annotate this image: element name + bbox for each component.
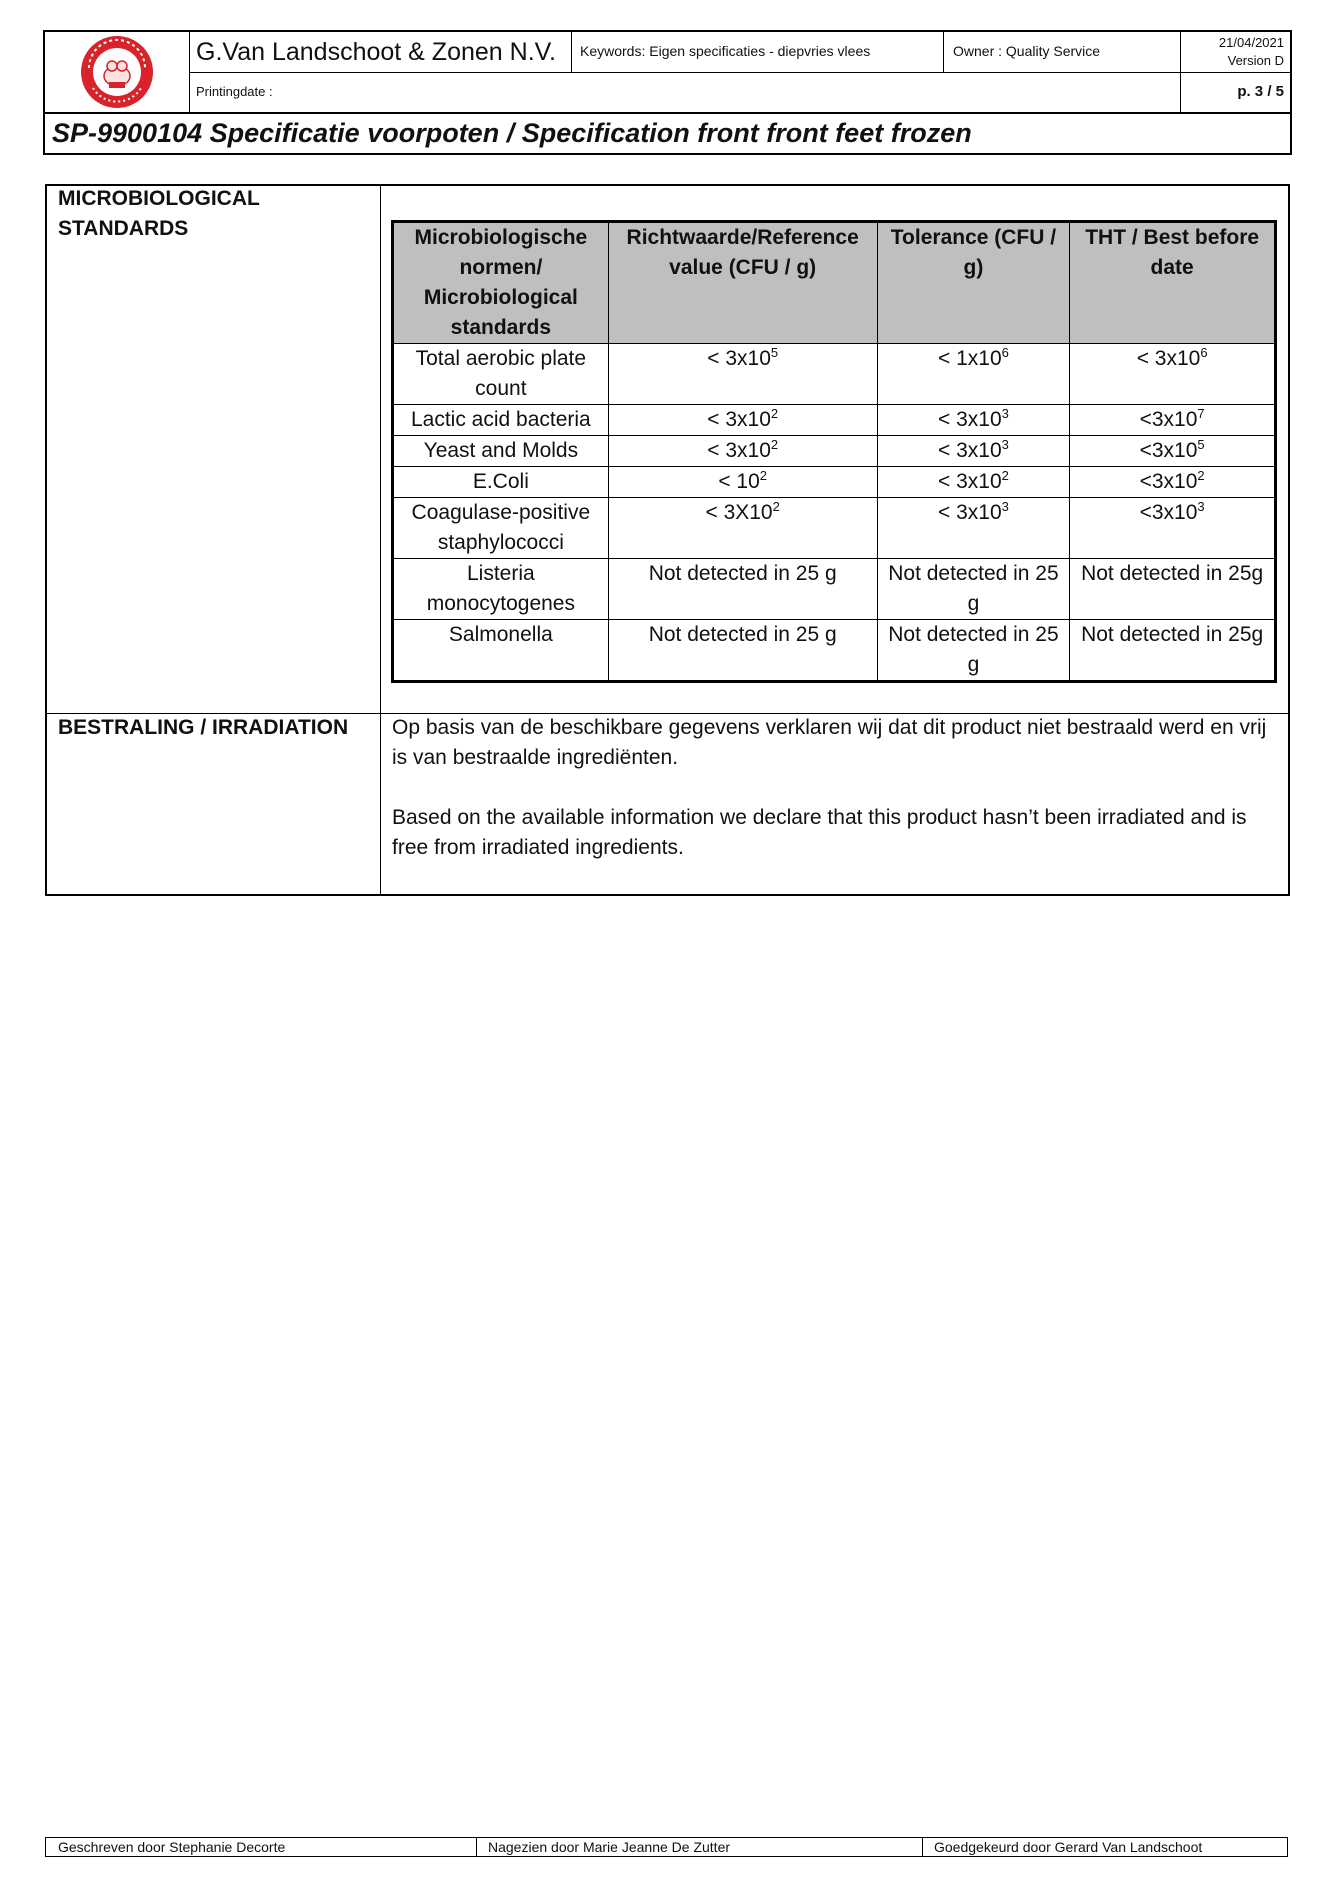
document-footer	[45, 1837, 1288, 1857]
company-name: G.Van Landschoot & Zonen N.V.	[196, 38, 556, 66]
value-base: Not detected in 25 g	[648, 562, 837, 585]
value-exponent: 2	[770, 437, 779, 452]
value-exponent: 2	[1001, 468, 1009, 483]
header-best-before: THT / Best before date	[1070, 222, 1276, 344]
value-base: < 3x10	[707, 408, 771, 431]
keywords: Keywords: Eigen specificaties - diepvries vlees	[580, 43, 871, 59]
value-exponent: 6	[1001, 345, 1009, 360]
table-row	[393, 498, 1276, 559]
irradiation-text-en: Based on the available information we declare that this product hasn’t been irradiated and is free from irradiated ingredients.	[392, 806, 1247, 859]
table-row	[393, 405, 1276, 436]
value-exponent: 5	[770, 345, 779, 360]
row-ref-value	[608, 467, 877, 498]
document-version: Version D	[1227, 53, 1284, 68]
value-base: Not detected in 25g	[1081, 562, 1264, 585]
row-tht-value	[1070, 467, 1276, 498]
value-base: <3x10	[1139, 501, 1198, 524]
row-tol-value	[877, 620, 1070, 682]
footer-written-by: Geschreven door Stephanie Decorte	[58, 1839, 286, 1855]
header-reference: Richtwaarde/Reference value (CFU / g)	[608, 222, 877, 344]
value-base: Not detected in 25 g	[648, 623, 837, 646]
row-tht-value	[1070, 344, 1276, 405]
document-header	[43, 30, 1292, 114]
value-base: < 3x10	[938, 408, 1002, 431]
row-standard-name: Yeast and Molds	[393, 436, 609, 467]
date-version	[1181, 32, 1290, 72]
value-base: <3x10	[1139, 408, 1198, 431]
row-ref-value	[608, 436, 877, 467]
microbiological-standards-table	[391, 220, 1277, 683]
value-base: < 3x10	[1136, 347, 1201, 370]
value-exponent: 2	[772, 499, 780, 514]
value-base: Not detected in 25g	[1081, 623, 1264, 646]
value-exponent: 3	[1001, 499, 1009, 514]
row-standard-name: Listeria monocytogenes	[393, 559, 609, 620]
document-date: 21/04/2021	[1218, 35, 1284, 50]
row-standard-name: Lactic acid bacteria	[393, 405, 609, 436]
row-tht-value	[1070, 498, 1276, 559]
owner: Owner : Quality Service	[953, 43, 1101, 59]
value-base: <3x10	[1139, 470, 1198, 493]
micro-label-line1: MICROBIOLOGICAL	[58, 187, 260, 210]
value-exponent: 2	[759, 468, 768, 483]
value-base: Not detected in 25 g	[888, 562, 1059, 615]
row-tht-value	[1070, 405, 1276, 436]
row-tol-value	[877, 405, 1070, 436]
value-exponent: 3	[1001, 406, 1009, 421]
value-base: < 3x10	[938, 470, 1002, 493]
footer-reviewed-by: Nagezien door Marie Jeanne De Zutter	[488, 1839, 731, 1855]
value-exponent: 3	[1001, 437, 1009, 452]
g-van-landschoot-logo-icon	[79, 34, 155, 110]
row-ref-value	[608, 559, 877, 620]
value-base: < 3X10	[705, 501, 773, 524]
value-exponent: 6	[1200, 345, 1208, 360]
footer-approved-by: Goedgekeurd door Gerard Van Landschoot	[934, 1839, 1203, 1855]
row-tht-value	[1070, 620, 1276, 682]
printing-date: Printingdate :	[196, 84, 273, 99]
irradiation-section-label: BESTRALING / IRRADIATION	[58, 716, 349, 739]
value-exponent: 5	[1197, 437, 1205, 452]
logo-cell	[45, 32, 189, 112]
row-tol-value	[877, 344, 1070, 405]
table-row	[393, 559, 1276, 620]
value-base: < 3x10	[707, 347, 771, 370]
value-exponent: 7	[1197, 406, 1205, 421]
row-tht-value	[1070, 436, 1276, 467]
value-base: < 3x10	[707, 439, 771, 462]
value-base: <3x10	[1139, 439, 1198, 462]
header-standard: Microbiologische normen/ Microbiological standards	[393, 222, 609, 344]
value-base: Not detected in 25 g	[888, 623, 1059, 676]
table-row	[393, 344, 1276, 405]
row-standard-name: E.Coli	[393, 467, 609, 498]
micro-section-label	[58, 184, 260, 244]
value-base: < 10	[718, 470, 760, 493]
header-tolerance: Tolerance (CFU / g)	[877, 222, 1070, 344]
row-tol-value	[877, 467, 1070, 498]
row-ref-value	[608, 344, 877, 405]
row-tol-value	[877, 559, 1070, 620]
table-row	[393, 467, 1276, 498]
row-standard-name: Total aerobic plate count	[393, 344, 609, 405]
row-standard-name: Coagulase-positive staphylococci	[393, 498, 609, 559]
row-standard-name: Salmonella	[393, 620, 609, 682]
document-title: SP-9900104 Specificatie voorpoten / Specification front front feet frozen	[43, 114, 1292, 155]
row-tht-value	[1070, 559, 1276, 620]
table-header-row	[393, 222, 1276, 344]
value-exponent: 3	[1197, 499, 1205, 514]
page-number: p. 3 / 5	[1237, 83, 1284, 100]
micro-label-line2: STANDARDS	[58, 217, 189, 240]
row-ref-value	[608, 620, 877, 682]
value-base: < 1x10	[938, 347, 1002, 370]
table-row	[393, 620, 1276, 682]
value-base: < 3x10	[938, 501, 1002, 524]
irradiation-text-nl: Op basis van de beschikbare gegevens verklaren wij dat dit product niet bestraald werd en vrij is van bestraalde ingrediënten.	[392, 716, 1267, 769]
row-ref-value	[608, 498, 877, 559]
value-exponent: 2	[770, 406, 779, 421]
row-tol-value	[877, 498, 1070, 559]
row-ref-value	[608, 405, 877, 436]
value-base: < 3x10	[938, 439, 1002, 462]
table-row	[393, 436, 1276, 467]
value-exponent: 2	[1197, 468, 1205, 483]
row-tol-value	[877, 436, 1070, 467]
